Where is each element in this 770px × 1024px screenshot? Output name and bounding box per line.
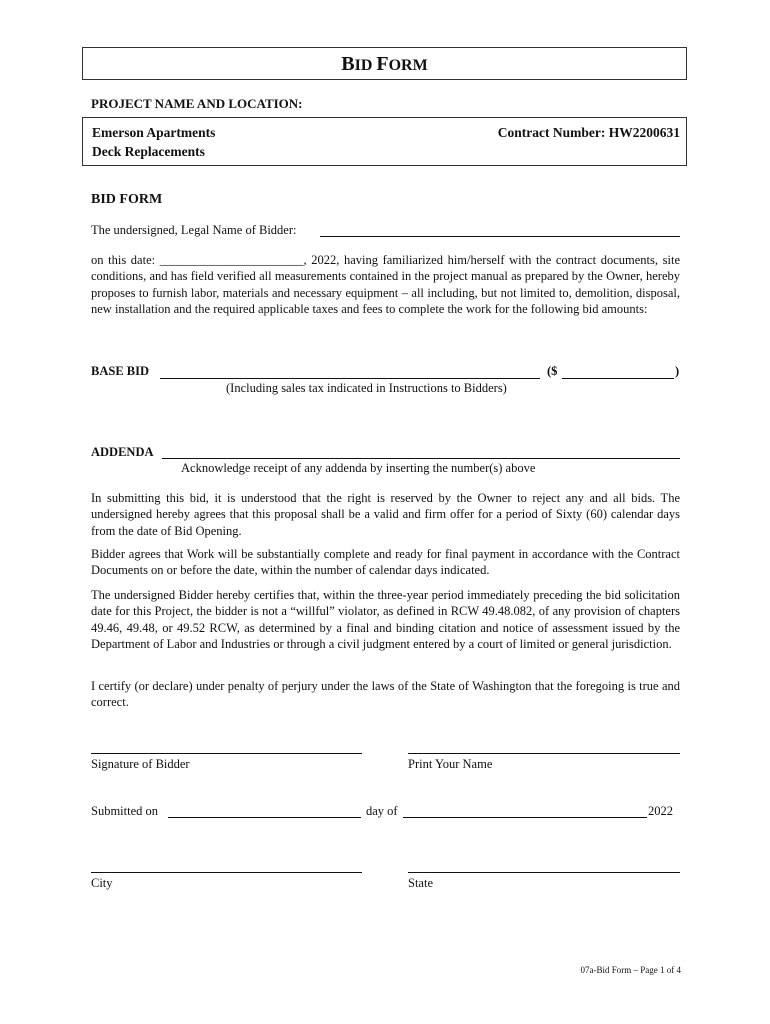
- addenda-field[interactable]: [162, 458, 680, 459]
- intro-paragraph: on this date: _______________________, 2022, having familiarized him/herself with the contract documents, site conditions, and has field verified all measurements contained in the project manual as prepared by the Owner, hereby proposes to furnish labor, materials and necessary equipment – all including, but not limited to, demolition, disposal, new installation and the required applicable taxes and fees to complete the work for the following bid amounts:: [91, 253, 680, 317]
- base-bid-amount-field[interactable]: [562, 378, 674, 379]
- state-field[interactable]: [408, 872, 680, 873]
- certification-paragraph: The undersigned Bidder hereby certifies that, within the three-year period immediately preceding the bid solicitation date for this Project, the bidder is not a “willful” violator, as defined in RCW 49.48.082, of any provision of chapters 49.46, 49.48, or 49.52 RCW, as determined by a final and binding citation and notice of assessment issued by the Department of Labor and Industries or through a civil judgment entered by a court of limited or general jurisdiction.: [91, 588, 680, 652]
- base-bid-paren-close: ): [675, 364, 680, 378]
- state-label: State: [408, 876, 433, 890]
- year-suffix: 2022: [648, 804, 673, 818]
- signature-label: Signature of Bidder: [91, 757, 190, 771]
- print-name-field[interactable]: [408, 753, 680, 754]
- legal-name-field[interactable]: [320, 236, 680, 237]
- day-of-label: day of: [366, 804, 398, 818]
- submitted-on-label: Submitted on: [91, 804, 159, 818]
- completion-paragraph: Bidder agrees that Work will be substantially complete and ready for final payment in accordance with the Contract Documents on or before the date, within the number of calendar days indicated.: [91, 547, 680, 578]
- base-bid-note: (Including sales tax indicated in Instructions to Bidders): [226, 381, 507, 395]
- day-of-field[interactable]: [403, 817, 647, 818]
- base-bid-label: BASE BID: [91, 364, 150, 378]
- base-bid-paren-open: ($: [547, 364, 558, 378]
- print-name-label: Print Your Name: [408, 757, 493, 771]
- project-name-line2: Deck Replacements: [92, 144, 205, 159]
- contract-number: Contract Number: HW2200631: [497, 125, 680, 140]
- legal-name-label: The undersigned, Legal Name of Bidder:: [91, 223, 297, 237]
- project-name-line1: Emerson Apartments: [92, 125, 216, 140]
- project-info-box: [82, 117, 687, 166]
- addenda-note: Acknowledge receipt of any addenda by inserting the number(s) above: [181, 461, 536, 475]
- base-bid-words-field[interactable]: [160, 378, 540, 379]
- rights-paragraph: In submitting this bid, it is understood that the right is reserved by the Owner to reject any and all bids. The undersigned hereby agrees that this proposal shall be a valid and firm offer for a period of Sixty (60) calendar days from the date of Bid Opening.: [91, 491, 680, 538]
- bid-form-heading: BID FORM: [91, 192, 163, 207]
- perjury-paragraph: I certify (or declare) under penalty of perjury under the laws of the State of Washington that the foregoing is true and correct.: [91, 679, 680, 710]
- addenda-label: ADDENDA: [91, 445, 154, 459]
- city-label: City: [91, 876, 113, 890]
- project-section-label: PROJECT NAME AND LOCATION:: [91, 96, 303, 111]
- form-title: BID FORM: [341, 53, 428, 75]
- signature-field[interactable]: [91, 753, 362, 754]
- city-field[interactable]: [91, 872, 362, 873]
- submitted-on-field[interactable]: [168, 817, 361, 818]
- form-title-box: [82, 47, 687, 80]
- page-footer: 07a-Bid Form – Page 1 of 4: [580, 965, 681, 975]
